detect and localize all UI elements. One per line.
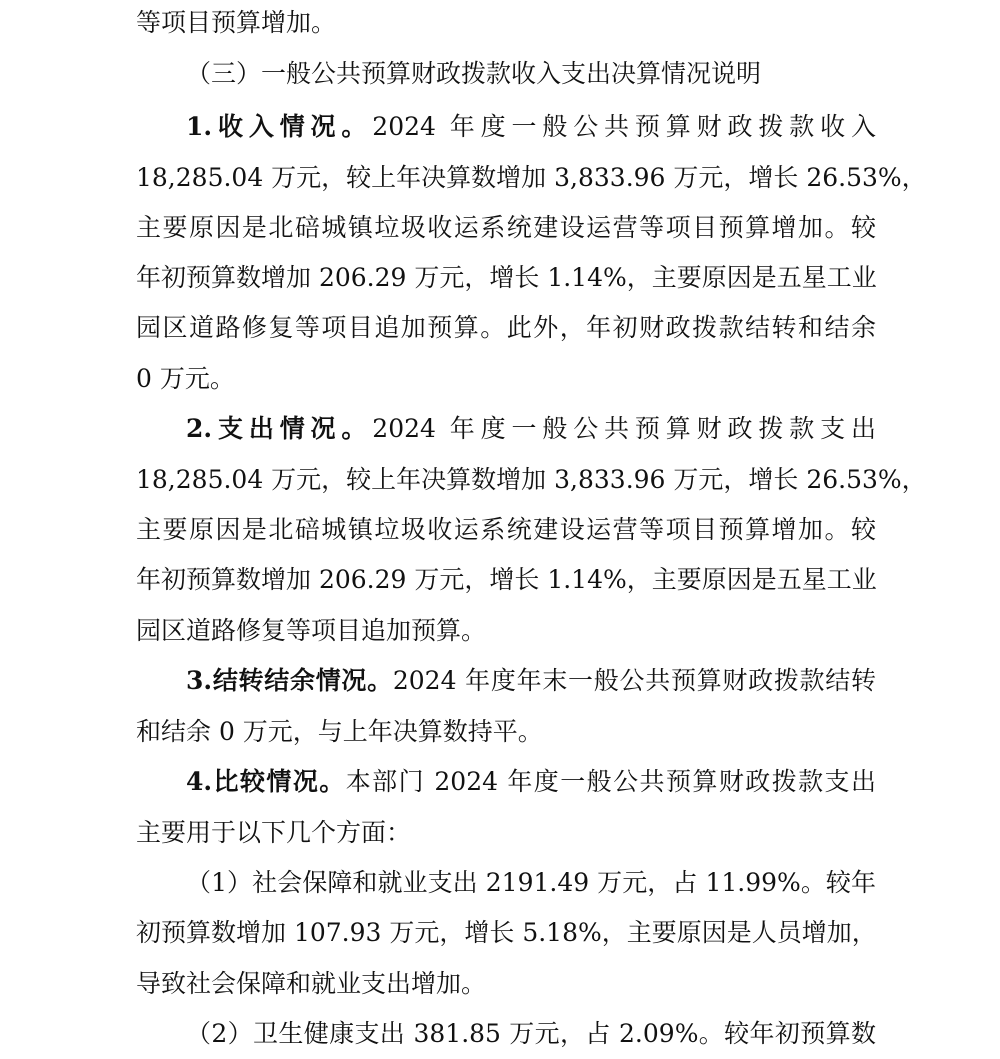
line-text: 和结余 0 万元，与上年决算数持平。 (136, 717, 543, 746)
line-text: 2024 年度年末一般公共预算财政拨款结转 (392, 666, 876, 695)
paragraph-line (136, 161, 927, 195)
line-text: 等项目预算增加。 (136, 8, 337, 37)
paragraph-line (136, 362, 235, 396)
section-title-text: （三）一般公共预算财政拨款收入支出决算情况说明 (186, 59, 762, 88)
paragraph-line (136, 463, 927, 497)
line-text: 2024 年度一般公共预算财政拨款收入 (372, 112, 876, 141)
heading-comparison: 4.比较情况。 (186, 767, 346, 796)
line-text: 2024 年度一般公共预算财政拨款支出 (372, 414, 876, 443)
paragraph-line (136, 261, 876, 295)
heading-expenditure: 2.支出情况。 (186, 414, 373, 443)
paragraph-line (136, 614, 486, 648)
line-text: （1）社会保障和就业支出 2191.49 万元，占 11.99%。较年 (186, 868, 876, 897)
line-text: 本部门 2024 年度一般公共预算财政拨款支出 (345, 767, 876, 796)
line-text: 0 万元。 (136, 364, 235, 393)
paragraph-line (136, 916, 876, 950)
paragraph-line (186, 1017, 876, 1051)
paragraph-line (136, 816, 411, 850)
paragraph-line (136, 715, 543, 749)
line-text: 初预算数增加 107.93 万元，增长 5.18%，主要原因是人员增加， (136, 918, 877, 947)
section-title (186, 57, 761, 91)
line-text: 年初预算数增加 206.29 万元，增长 1.14%，主要原因是五星工业 (136, 565, 877, 594)
paragraph-line (136, 563, 876, 597)
line-text: 18,285.04 万元，较上年决算数增加 3,833.96 万元，增长 26.53%， (136, 465, 927, 494)
paragraph-line (186, 110, 876, 144)
line-text: 园区道路修复等项目追加预算。此外，年初财政拨款结转和结余 (136, 313, 876, 342)
paragraph-line (136, 311, 876, 345)
line-text: 主要原因是北碚城镇垃圾收运系统建设运营等项目预算增加。较 (136, 213, 876, 242)
paragraph-line (186, 866, 876, 900)
paragraph-line (136, 967, 486, 1001)
paragraph-line (136, 211, 876, 245)
paragraph-line (186, 412, 876, 446)
heading-income: 1.收入情况。 (186, 112, 373, 141)
paragraph-line (136, 6, 336, 40)
paragraph-line (186, 765, 876, 799)
line-text: 18,285.04 万元，较上年决算数增加 3,833.96 万元，增长 26.53%， (136, 163, 927, 192)
heading-carryover: 3.结转结余情况。 (186, 666, 393, 695)
paragraph-line (186, 664, 876, 698)
line-text: 主要原因是北碚城镇垃圾收运系统建设运营等项目预算增加。较 (136, 515, 876, 544)
line-text: 导致社会保障和就业支出增加。 (136, 969, 487, 998)
line-text: （2）卫生健康支出 381.85 万元，占 2.09%。较年初预算数 (186, 1019, 876, 1048)
line-text: 年初预算数增加 206.29 万元，增长 1.14%，主要原因是五星工业 (136, 263, 877, 292)
paragraph-line (136, 513, 876, 547)
line-text: 主要用于以下几个方面： (136, 818, 412, 847)
line-text: 园区道路修复等项目追加预算。 (136, 616, 487, 645)
